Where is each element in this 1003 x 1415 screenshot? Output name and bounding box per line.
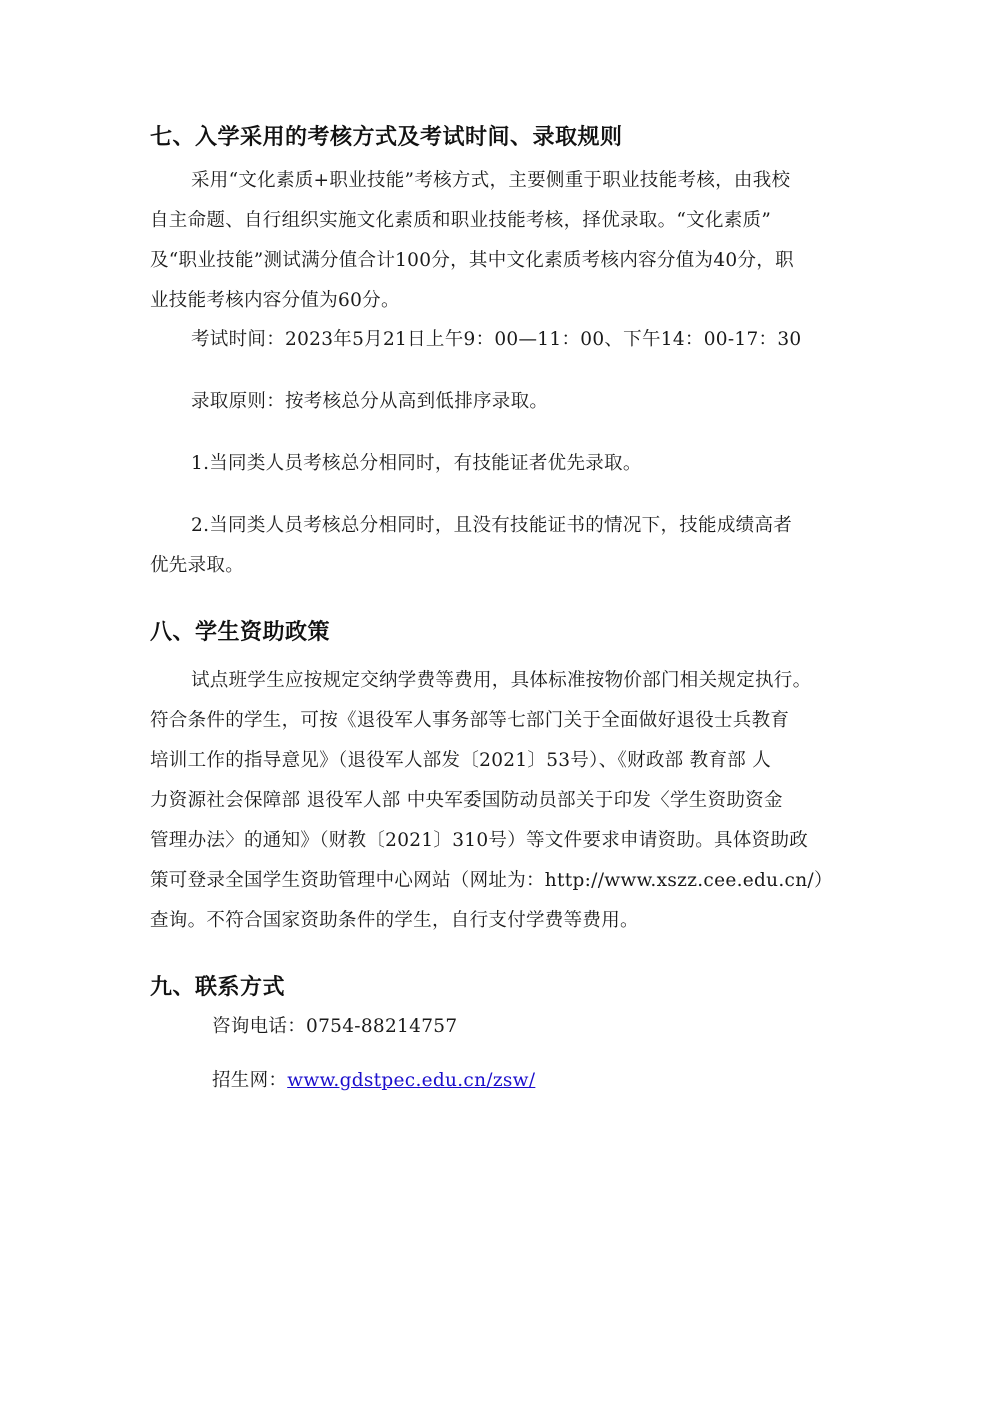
- section-8-heading: 八、学生资助政策: [150, 620, 331, 645]
- section-8-para-line: 管理办法〉的通知》（财教〔2021〕310号）等文件要求申请资助。具体资助政: [150, 830, 809, 851]
- section-7-heading: 七、入学采用的考核方式及考试时间、录取规则: [150, 125, 623, 150]
- section-7-para-line: 及“职业技能”测试满分值合计100分，其中文化素质考核内容分值为40分，职: [150, 250, 794, 271]
- exam-time: 考试时间：2023年5月21日上午9：00—11：00、下午14：00-17：30: [191, 329, 802, 350]
- rule-2-line: 2.当同类人员考核总分相同时，且没有技能证书的情况下，技能成绩高者: [191, 515, 793, 536]
- section-8-para-line: 策可登录全国学生资助管理中心网站（网址为：http://www.xszz.cee.edu.cn/）: [150, 870, 833, 891]
- admission-principle: 录取原则：按考核总分从高到低排序录取。: [191, 391, 549, 412]
- contact-site: [212, 1066, 535, 1092]
- section-9-heading: 九、联系方式: [150, 975, 286, 1000]
- contact-phone: [212, 1012, 457, 1038]
- phone-label: 咨询电话：: [212, 1016, 307, 1037]
- section-8-para-line: 培训工作的指导意见》（退役军人部发〔2021〕53号）、《财政部 教育部 人: [150, 750, 772, 771]
- rule-1: 1.当同类人员考核总分相同时，有技能证者优先录取。: [191, 453, 642, 474]
- section-8-para-line: 查询。不符合国家资助条件的学生，自行支付学费等费用。: [150, 910, 639, 931]
- section-7-para-line: 自主命题、自行组织实施文化素质和职业技能考核，择优录取。“文化素质”: [150, 210, 772, 231]
- section-8-para-line: 力资源社会保障部 退役军人部 中央军委国防动员部关于印发〈学生资助资金: [150, 790, 783, 811]
- admissions-site-link[interactable]: www.gdstpec.edu.cn/zsw/: [287, 1070, 536, 1091]
- section-8-para-line: 符合条件的学生，可按《退役军人事务部等七部门关于全面做好退役士兵教育: [150, 710, 790, 731]
- section-7-para-line: 采用“文化素质+职业技能”考核方式，主要侧重于职业技能考核，由我校: [191, 170, 791, 191]
- rule-2-line: 优先录取。: [150, 555, 245, 576]
- site-label: 招生网：: [212, 1070, 288, 1091]
- section-7-para-line: 业技能考核内容分值为60分。: [150, 290, 400, 311]
- phone-number: 0754-88214757: [306, 1016, 458, 1037]
- section-8-para-line: 试点班学生应按规定交纳学费等费用，具体标准按物价部门相关规定执行。: [191, 670, 812, 691]
